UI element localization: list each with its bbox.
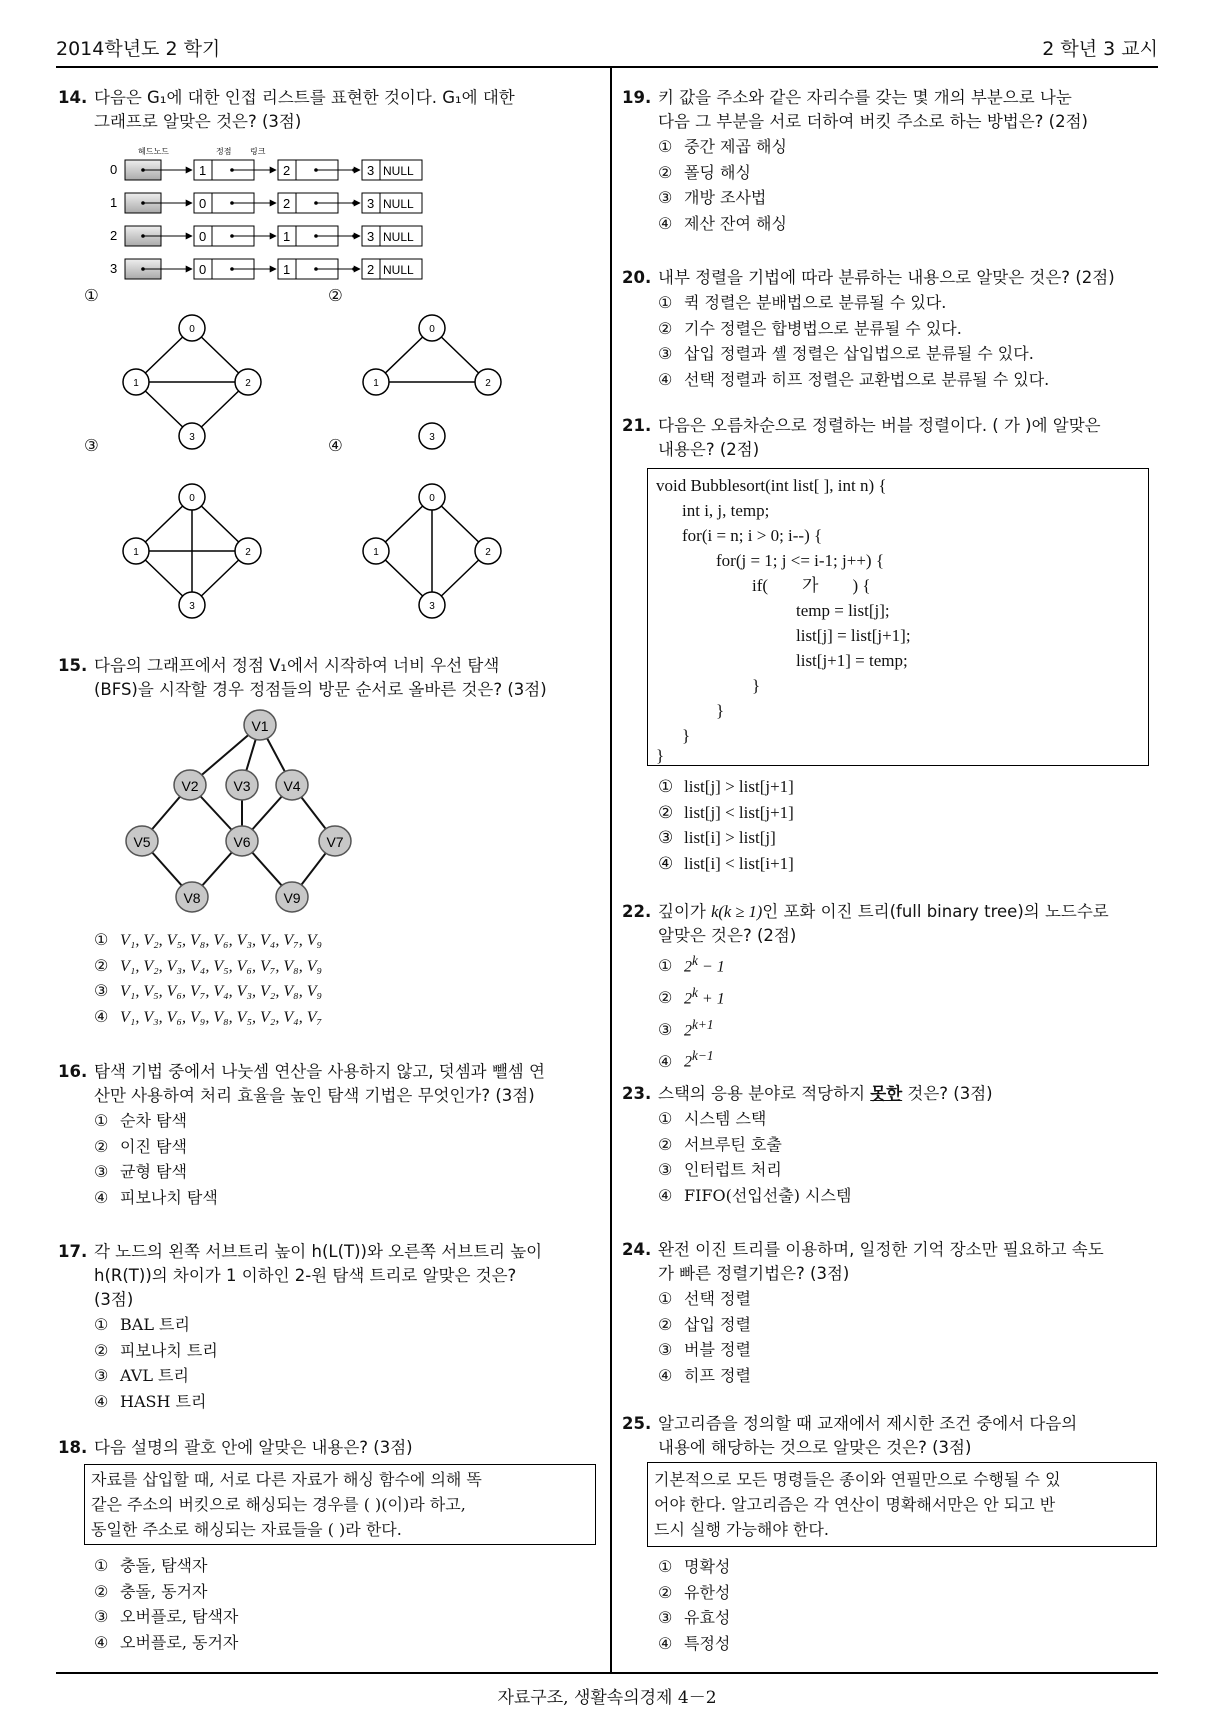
q19-option-4: ④ 제산 잔여 해싱	[658, 213, 787, 233]
q18-options	[58, 1553, 598, 1655]
q25-option-4: ④ 특정성	[658, 1633, 731, 1653]
q14-option-4-mark: ④	[328, 436, 343, 455]
q21-options	[622, 774, 1162, 876]
node-vertex: 0	[199, 229, 207, 244]
exam-year-term: 2014학년도 2 학기	[56, 38, 221, 60]
q21-option-1: ① list[j] > list[j+1]	[658, 777, 794, 796]
node-vertex: 1	[199, 163, 207, 178]
node-vertex: 1	[283, 262, 291, 277]
node-vertex: 3	[367, 196, 375, 211]
q24-option-1: ① 선택 정렬	[658, 1289, 751, 1308]
q14-option-1-mark: ①	[84, 286, 99, 305]
link-pointer	[352, 168, 356, 172]
graph-node-label: 2	[245, 378, 251, 389]
node-vertex: 2	[283, 196, 291, 211]
q23-option-3: ③ 인터럽트 처리	[658, 1160, 782, 1179]
graph-node-label: 3	[189, 432, 195, 443]
q14-graph-option-3	[123, 484, 261, 618]
q18-option-3: ③ 오버플로, 탐색자	[94, 1607, 239, 1626]
q20-option-2: ② 기수 정렬은 합병법으로 분류될 수 있다.	[658, 318, 962, 338]
vertex-label: 정점	[216, 147, 232, 156]
bfs-node-label: V4	[283, 778, 301, 794]
link-pointer	[352, 234, 356, 238]
row-index: 1	[110, 195, 118, 210]
q23-option-2: ② 서브루틴 호출	[658, 1134, 782, 1154]
node-vertex: 0	[199, 196, 207, 211]
q14-option-graphs	[100, 290, 600, 620]
q17-option-1: ① BAL 트리	[94, 1315, 190, 1334]
bubble-sort-code-box: void Bubblesort(int list[ ], int n) { int i, j, temp; for(i = n; i > 0; i--) { for(j = 1; j <= i-1; j++) { if( 가 ) { temp = list[j]; list[j] = list[j+1]; list[j+1] = temp; } } } }	[647, 468, 1149, 766]
q15-option-3: ③ V₁, V₅, V₆, V₇, V₄, V₃, V₂, V₈, V₉	[94, 983, 323, 1000]
q25-option-1: ① 명확성	[658, 1557, 731, 1576]
graph-node-label: 3	[189, 601, 195, 612]
grade-period: 2 학년 3 교시	[1042, 38, 1158, 60]
q18-option-1: ① 충돌, 탐색자	[94, 1556, 208, 1575]
question-15: 15. 다음의 그래프에서 정점 V₁에서 시작하여 너비 우선 탐색 (BFS)을 시작할 경우 정점들의 방문 순서로 올바른 것은? (3점)	[58, 656, 547, 699]
graph-node-label: 1	[373, 547, 379, 558]
node-vertex: 0	[199, 262, 207, 277]
graph-node-label: 2	[485, 378, 491, 389]
graph-node-label: 0	[189, 324, 195, 335]
node-vertex: 1	[283, 229, 291, 244]
q20-option-1: ① 퀵 정렬은 분배법으로 분류될 수 있다.	[658, 293, 947, 312]
question-number: 14.	[58, 88, 88, 107]
q16-option-2: ② 이진 탐색	[94, 1136, 187, 1156]
q15-option-2: ② V₁, V₂, V₃, V₄, V₅, V₆, V₇, V₈, V₉	[94, 957, 323, 975]
q17-option-3: ③ AVL 트리	[94, 1366, 189, 1385]
graph-node-label: 3	[429, 432, 435, 443]
q15-option-4: ④ V₁, V₃, V₆, V₉, V₈, V₅, V₂, V₄, V₇	[94, 1008, 323, 1026]
q16-option-1: ① 순차 탐색	[94, 1111, 187, 1130]
graph-node-label: 0	[429, 493, 435, 504]
question-14: 14. 다음은 G₁에 대한 인접 리스트를 표현한 것이다. G₁에 대한 그래프로 알맞은 것은? (3점)	[58, 88, 515, 131]
q15-option-1: ① V₁, V₂, V₅, V₈, V₆, V₃, V₄, V₇, V₉	[94, 932, 323, 949]
question-22: 22. 깊이가 k(k ≥ 1)인 포화 이진 트리(full binary tree)의 노드수로 알맞은 것은? (2점) ① $2^k - 1$ ② $2^k + 1$ ③ $2^{k+1}$ ④ $2^{k-1}$	[622, 900, 1162, 1075]
question-20: 20. 내부 정렬을 기법에 따라 분류하는 내용으로 알맞은 것은? (2점) ① 퀵 정렬은 분배법으로 분류될 수 있다. ② 기수 정렬은 합병법으로 분류될 수 있다. ③ 삽입 정렬과 셸 정렬은 삽입법으로 분류될 수 있다. ④ 선택 정렬과 히프 정렬은 교환법으로 분류될 수 있다.	[622, 266, 1162, 392]
bfs-node-label: V8	[183, 890, 201, 906]
node-vertex: 3	[367, 163, 375, 178]
q23-option-1: ① 시스템 스택	[658, 1109, 767, 1128]
q25-passage-box: 기본적으로 모든 명령들은 종이와 연필만으로 수행될 수 있 어야 한다. 알고리즘은 각 연산이 명확해서만은 안 되고 반 드시 실행 가능해야 한다.	[647, 1462, 1157, 1547]
q19-option-3: ③ 개방 조사법	[658, 188, 767, 207]
q22-option-2: ② $2^k + 1$	[658, 984, 725, 1008]
graph-node-label: 0	[429, 324, 435, 335]
question-16: 16. 탐색 기법 중에서 나눗셈 연산을 사용하지 않고, 덧셈과 뺄셈 연 산만 사용하여 처리 효율을 높인 탐색 기법은 무엇인가? (3점) ① 순차 탐색 ② 이진 탐색 ③ 균형 탐색 ④ 피보나치 탐색	[58, 1060, 598, 1210]
q22-option-3: ③ $2^{k+1}$	[658, 1016, 714, 1039]
null-pointer: NULL	[383, 164, 414, 178]
bfs-node-label: V6	[233, 834, 251, 850]
graph-node-label: 2	[245, 547, 251, 558]
question-21: 21. 다음은 오름차순으로 정렬하는 버블 정렬이다. ( 가 )에 알맞은 내용은? (2점)	[622, 416, 1101, 459]
q25-option-3: ③ 유효성	[658, 1608, 731, 1627]
bfs-node-label: V7	[326, 834, 344, 850]
q19-option-1: ① 중간 제곱 해싱	[658, 137, 787, 156]
q23-option-4: ④ FIFO(선입선출) 시스템	[658, 1185, 852, 1205]
null-pointer: NULL	[383, 230, 414, 244]
q14-graph-option-4	[363, 484, 501, 618]
bfs-node-label: V9	[283, 890, 301, 906]
graph-node-label: 1	[133, 547, 139, 558]
graph-node-label: 2	[485, 547, 491, 558]
q16-option-3: ③ 균형 탐색	[94, 1162, 187, 1181]
q25-options	[622, 1554, 1162, 1656]
node-vertex: 2	[283, 163, 291, 178]
q18-option-4: ④ 오버플로, 동거자	[94, 1632, 239, 1652]
q24-option-3: ③ 버블 정렬	[658, 1340, 751, 1359]
row-index: 3	[110, 261, 118, 276]
q24-option-2: ② 삽입 정렬	[658, 1314, 751, 1334]
column-divider	[610, 68, 612, 1672]
header-rule	[56, 66, 1158, 68]
link-pointer	[352, 267, 356, 271]
q21-option-2: ② list[j] < list[j+1]	[658, 802, 794, 822]
head-node-label: 헤드노드	[138, 147, 169, 156]
q18-passage-box: 자료를 삽입할 때, 서로 다른 자료가 해싱 함수에 의해 똑 같은 주소의 버킷으로 해싱되는 경우를 ( )(이)라 하고, 동일한 주소로 해싱되는 자료들을 ( )라 한다.	[84, 1464, 596, 1545]
node-vertex: 2	[367, 262, 375, 277]
q20-option-4: ④ 선택 정렬과 히프 정렬은 교환법으로 분류될 수 있다.	[658, 369, 1050, 389]
q25-option-2: ② 유한성	[658, 1582, 731, 1602]
graph-node-label: 1	[133, 378, 139, 389]
q14-graph-option-1	[123, 315, 261, 449]
bfs-node-label: V2	[181, 778, 199, 794]
q16-option-4: ④ 피보나치 탐색	[94, 1187, 218, 1207]
question-17: 17. 각 노드의 왼쪽 서브트리 높이 h(L(T))와 오른쪽 서브트리 높이 h(R(T))의 차이가 1 이하인 2-원 탐색 트리로 알맞은 것은? (3점) ① BAL 트리 ② 피보나치 트리 ③ AVL 트리 ④ HASH 트리	[58, 1240, 598, 1414]
graph-node-label: 0	[189, 493, 195, 504]
q21-option-4: ④ list[i] < list[i+1]	[658, 853, 794, 873]
q17-option-2: ② 피보나치 트리	[94, 1340, 218, 1360]
graph-node-label: 1	[373, 378, 379, 389]
question-24: 24. 완전 이진 트리를 이용하며, 일정한 기억 장소만 필요하고 속도 가 빠른 정렬기법은? (3점) ① 선택 정렬 ② 삽입 정렬 ③ 버블 정렬 ④ 히프 정렬	[622, 1238, 1162, 1388]
question-23: 23. 스택의 응용 분야로 적당하지 못한 것은? (3점) ① 시스템 스택 ② 서브루틴 호출 ③ 인터럽트 처리 ④ FIFO(선입선출) 시스템	[622, 1082, 1162, 1208]
q17-option-4: ④ HASH 트리	[94, 1391, 207, 1411]
bfs-node-label: V3	[233, 778, 251, 794]
question-18: 18. 다음 설명의 괄호 안에 알맞은 내용은? (3점)	[58, 1438, 413, 1457]
q24-option-4: ④ 히프 정렬	[658, 1365, 751, 1385]
q22-option-4: ④ $2^{k-1}$	[658, 1048, 714, 1071]
graph-node-label: 3	[429, 601, 435, 612]
null-pointer: NULL	[383, 197, 414, 211]
q14-graph-option-2	[363, 315, 501, 449]
row-index: 0	[110, 162, 118, 177]
q14-option-2-mark: ②	[328, 286, 343, 305]
footer-rule	[56, 1672, 1158, 1674]
null-pointer: NULL	[383, 263, 414, 277]
adjacency-list-diagram	[110, 145, 490, 305]
question-19: 19. 키 값을 주소와 같은 자리수를 갖는 몇 개의 부분으로 나눈 다음 그 부분을 서로 더하여 버킷 주소로 하는 방법은? (2점) ① 중간 제곱 해싱 ② 폴딩 해싱 ③ 개방 조사법 ④ 제산 잔여 해싱	[622, 86, 1162, 236]
node-vertex: 3	[367, 229, 375, 244]
depth-formula: k(k ≥ 1)	[711, 902, 763, 921]
question-25: 25. 알고리즘을 정의할 때 교재에서 제시한 조건 중에서 다음의 내용에 해당하는 것으로 알맞은 것은? (3점)	[622, 1414, 1078, 1457]
row-index: 2	[110, 228, 118, 243]
q21-option-3: ③ list[i] > list[j]	[658, 828, 776, 847]
page-footer: 자료구조, 생활속의경제 4－2	[497, 1688, 717, 1708]
link-pointer	[352, 201, 356, 205]
q14-option-3-mark: ③	[84, 436, 99, 455]
q19-option-2: ② 폴딩 해싱	[658, 162, 751, 182]
bfs-node-label: V1	[251, 718, 269, 734]
q20-option-3: ③ 삽입 정렬과 셸 정렬은 삽입법으로 분류될 수 있다.	[658, 344, 1034, 363]
emphasis-not: 못한	[870, 1084, 903, 1103]
q15-options	[58, 928, 598, 1030]
q22-option-1: ① $2^k - 1$	[658, 953, 725, 976]
bfs-graph	[110, 705, 390, 920]
q18-option-2: ② 충돌, 동거자	[94, 1581, 208, 1601]
link-label: 링크	[250, 147, 266, 156]
bfs-node-label: V5	[133, 834, 151, 850]
